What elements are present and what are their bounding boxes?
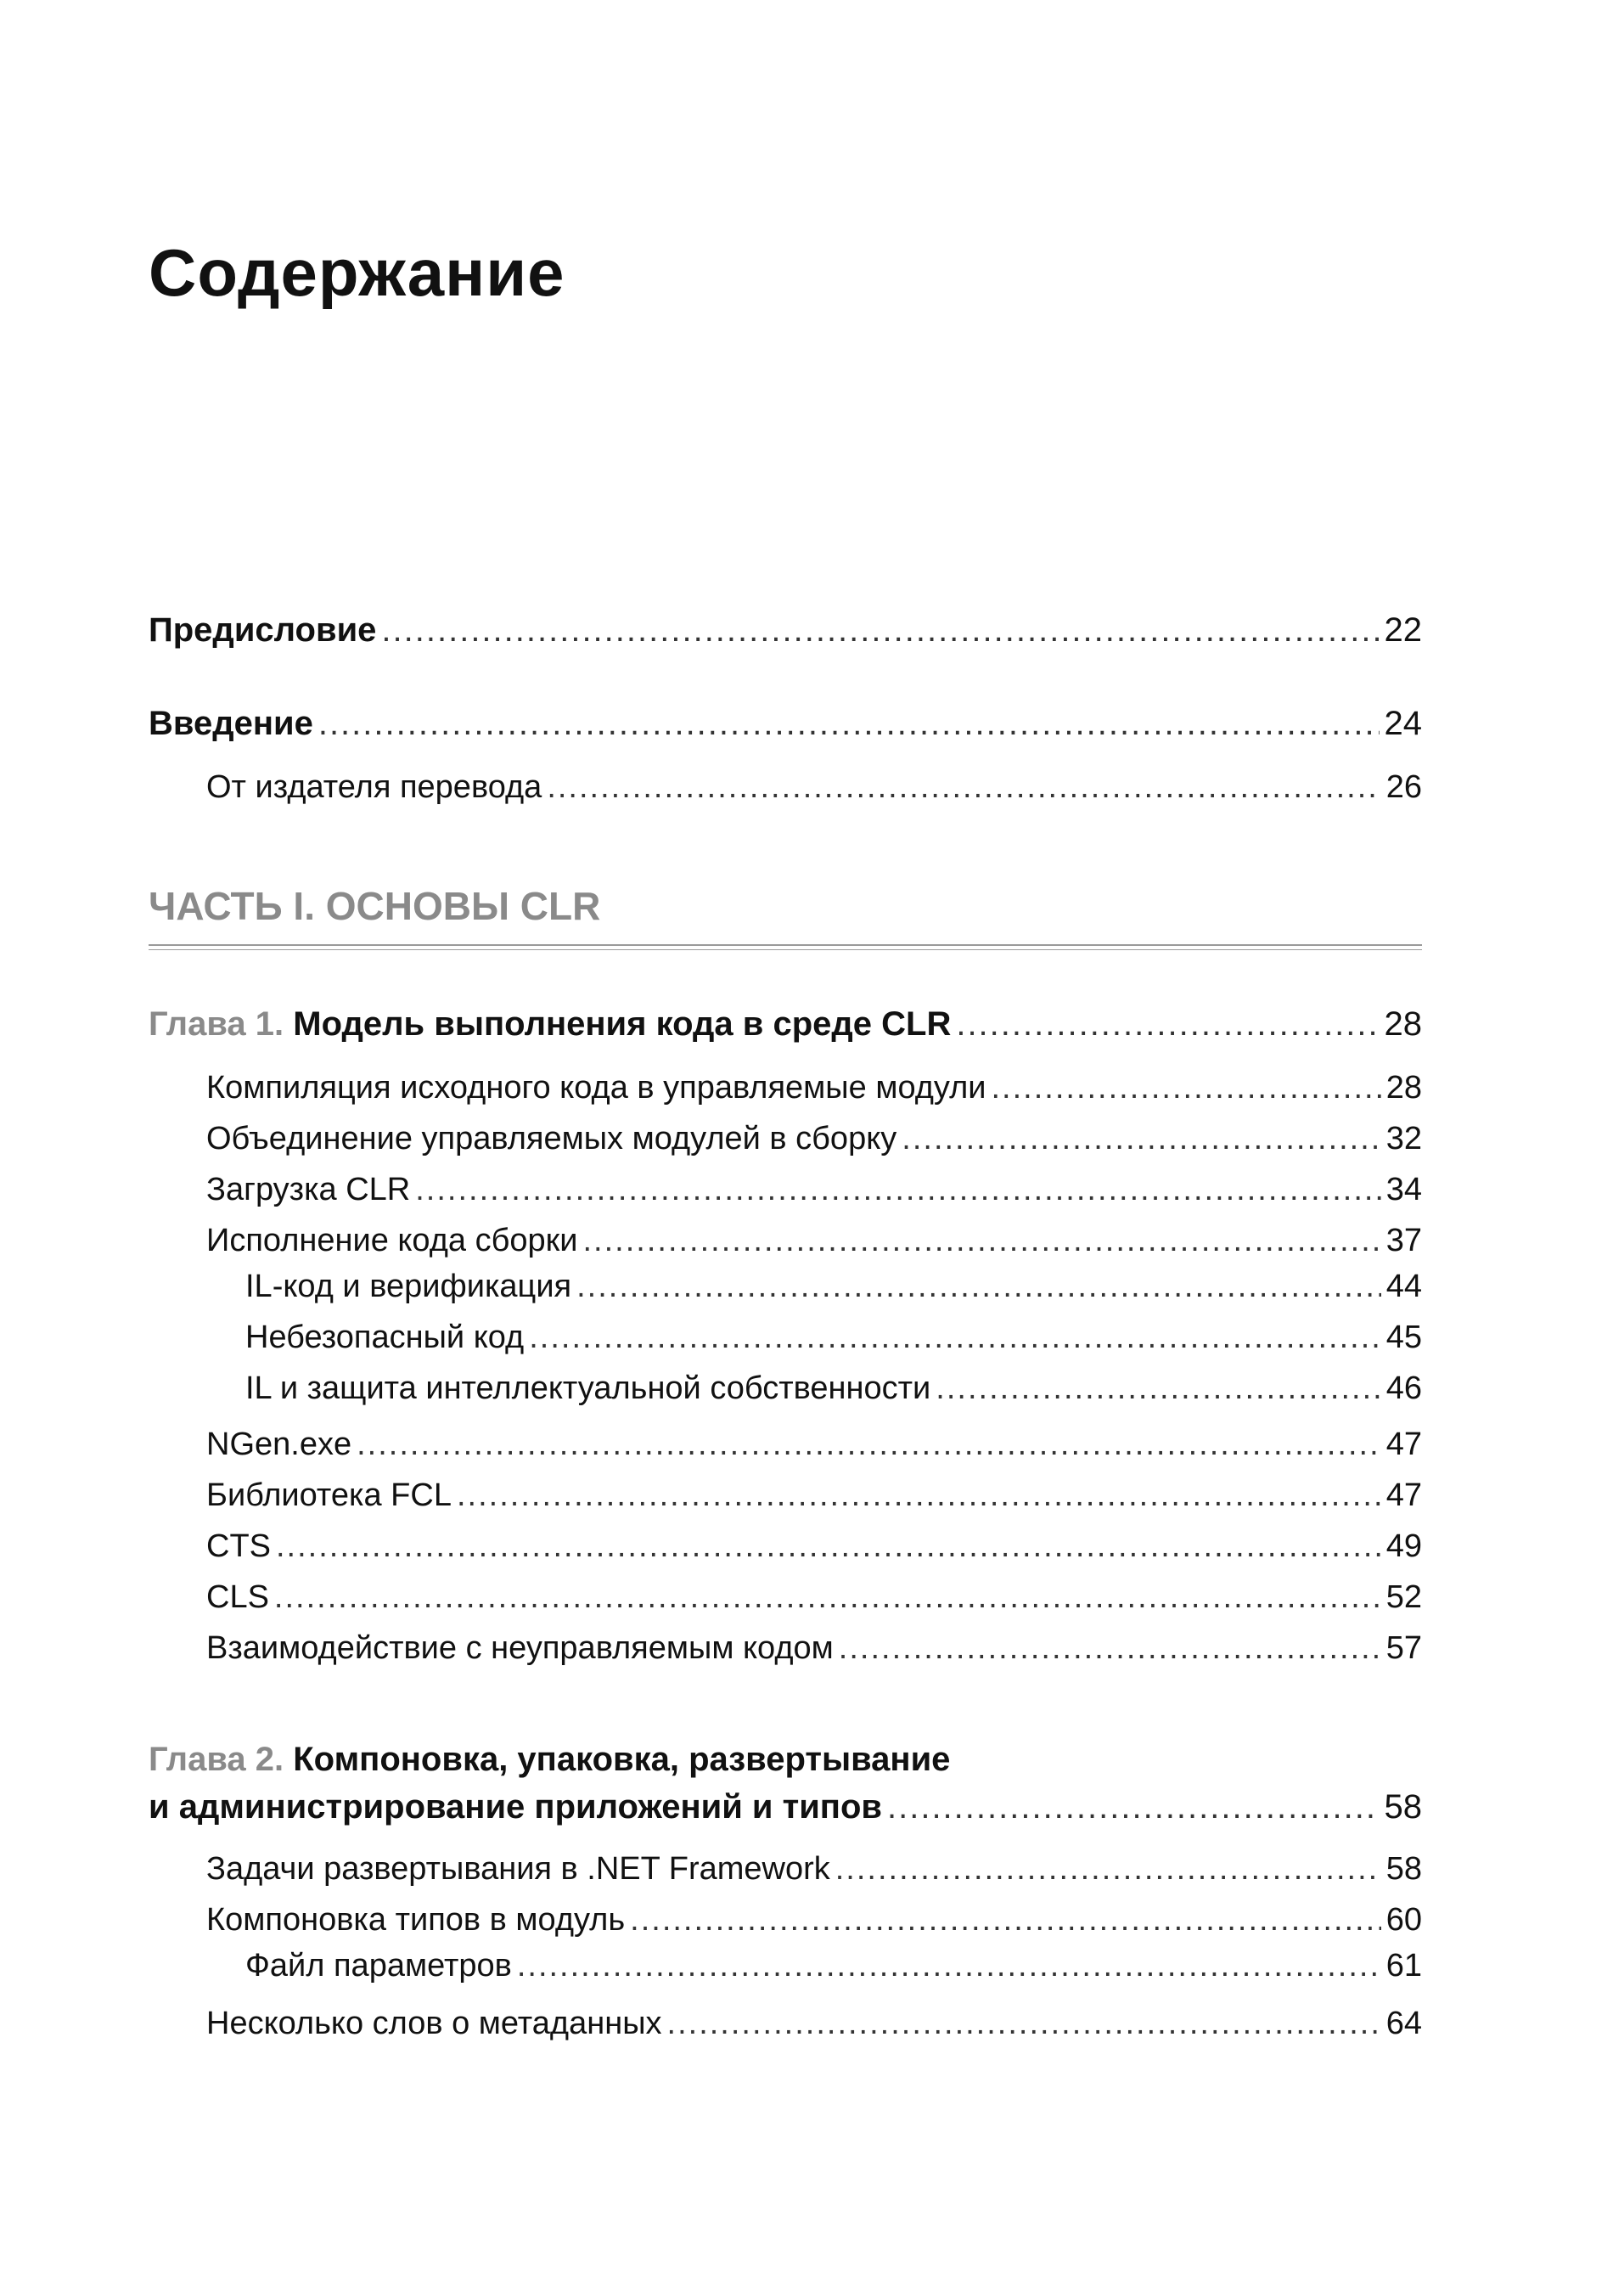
toc-entry-page: 32 <box>1385 1121 1422 1156</box>
toc-entry[interactable] <box>149 1477 1422 1514</box>
leader-dots <box>839 1630 1381 1667</box>
toc-entry-label: Объединение управляемых модулей в сборку <box>206 1121 897 1156</box>
leader-dots <box>630 1902 1381 1939</box>
leader-dots <box>517 1948 1381 1984</box>
toc-entry[interactable] <box>149 1223 1422 1259</box>
leader-dots <box>576 1269 1381 1305</box>
leader-dots <box>274 1579 1381 1616</box>
toc-entry-label: Взаимодействие с неуправляемым кодом <box>206 1630 834 1666</box>
toc-entry-label: Файл параметров <box>245 1948 512 1984</box>
page-title: Содержание <box>149 235 565 310</box>
toc-entry-page: 45 <box>1385 1320 1422 1355</box>
chapter-title: Модель выполнения кода в среде CLR <box>293 1005 952 1043</box>
toc-entry[interactable] <box>149 1902 1422 1939</box>
leader-dots <box>318 705 1380 743</box>
chapter-number: Глава 1. <box>149 1005 284 1043</box>
toc-entry-label: От издателя перевода <box>206 769 542 805</box>
leader-dots <box>991 1070 1380 1106</box>
leader-dots <box>381 611 1379 650</box>
toc-entry-label: NGen.exe <box>206 1427 352 1462</box>
toc-entry-label: Задачи развертывания в .NET Framework <box>206 1851 830 1887</box>
toc-entry-page: 60 <box>1385 1902 1422 1938</box>
toc-entry[interactable] <box>149 1121 1422 1157</box>
toc-entry[interactable] <box>149 1070 1422 1106</box>
toc-entry[interactable] <box>149 1528 1422 1565</box>
toc-entry-label: Библиотека FCL <box>206 1477 452 1513</box>
toc-entry-label: Введение <box>149 705 313 742</box>
toc-entry-page: 64 <box>1385 2006 1422 2041</box>
toc-chapter-1[interactable] <box>149 1005 1422 1044</box>
toc-entry-page: 52 <box>1385 1579 1422 1615</box>
toc-entry-introduction[interactable] <box>149 705 1422 743</box>
toc-entry-preface[interactable] <box>149 611 1422 650</box>
toc-entry-publisher-note[interactable] <box>149 769 1422 806</box>
part-heading: ЧАСТЬ I. ОСНОВЫ CLR <box>149 884 601 928</box>
toc-entry-page: 46 <box>1385 1370 1422 1406</box>
toc-entry-page: 47 <box>1385 1427 1422 1462</box>
toc-entry-page: 37 <box>1385 1223 1422 1258</box>
toc-entry-page: 47 <box>1385 1477 1422 1513</box>
toc-entry[interactable] <box>149 1172 1422 1208</box>
toc-entry-page: 58 <box>1384 1788 1422 1826</box>
leader-dots <box>936 1370 1380 1407</box>
leader-dots <box>457 1477 1381 1514</box>
part-divider-thin <box>149 949 1422 950</box>
toc-entry-page: 61 <box>1385 1948 1422 1984</box>
toc-subentry[interactable] <box>149 1948 1422 1984</box>
leader-dots <box>547 769 1380 806</box>
toc-entry-page: 22 <box>1384 611 1422 649</box>
toc-entry[interactable] <box>149 1630 1422 1667</box>
toc-entry-label: IL-код и верификация <box>245 1269 572 1304</box>
chapter-number: Глава 2. <box>149 1741 284 1778</box>
toc-entry-label: CTS <box>206 1528 271 1564</box>
leader-dots <box>357 1427 1381 1463</box>
toc-entry-label: Загрузка CLR <box>206 1172 411 1207</box>
toc-entry-page: 34 <box>1385 1172 1422 1207</box>
leader-dots <box>529 1320 1380 1356</box>
toc-entry-label: CLS <box>206 1579 269 1615</box>
toc-entry[interactable] <box>149 1427 1422 1463</box>
toc-entry-page: 44 <box>1385 1269 1422 1304</box>
toc-entry-page: 57 <box>1385 1630 1422 1666</box>
chapter-title-continued: и администрирование приложений и типов <box>149 1788 882 1826</box>
toc-entry-page: 28 <box>1384 1005 1422 1043</box>
toc-subentry[interactable] <box>149 1320 1422 1356</box>
toc-entry-label: Несколько слов о метаданных <box>206 2006 662 2041</box>
toc-entry-page: 49 <box>1385 1528 1422 1564</box>
toc-chapter-2-line2[interactable] <box>149 1788 1422 1826</box>
toc-entry[interactable] <box>149 1851 1422 1888</box>
toc-entry[interactable] <box>149 2006 1422 2042</box>
toc-entry-label: IL и защита интеллектуальной собственности <box>245 1370 931 1406</box>
leader-dots <box>415 1172 1380 1208</box>
toc-entry-page: 26 <box>1385 769 1422 805</box>
leader-dots <box>902 1121 1380 1157</box>
toc-entry-page: 28 <box>1385 1070 1422 1106</box>
toc-entry[interactable] <box>149 1579 1422 1616</box>
leader-dots <box>582 1223 1380 1259</box>
toc-entry-label: Предисловие <box>149 611 377 649</box>
toc-entry-label: Компоновка типов в модуль <box>206 1902 626 1938</box>
toc-entry-label: Небезопасный код <box>245 1320 525 1355</box>
toc-entry-page: 58 <box>1385 1851 1422 1887</box>
leader-dots <box>667 2006 1381 2042</box>
toc-chapter-2-line1[interactable] <box>149 1741 950 1779</box>
toc-entry-label: Компиляция исходного кода в управляемые модули <box>206 1070 986 1106</box>
leader-dots <box>835 1851 1381 1888</box>
toc-subentry[interactable] <box>149 1370 1422 1407</box>
toc-entry-page: 24 <box>1384 705 1422 742</box>
part-divider <box>149 944 1422 946</box>
leader-dots <box>887 1788 1380 1826</box>
toc-subentry[interactable] <box>149 1269 1422 1305</box>
leader-dots <box>956 1005 1379 1044</box>
chapter-title: Компоновка, упаковка, развертывание <box>293 1741 951 1778</box>
leader-dots <box>276 1528 1381 1565</box>
toc-entry-label: Исполнение кода сборки <box>206 1223 578 1258</box>
